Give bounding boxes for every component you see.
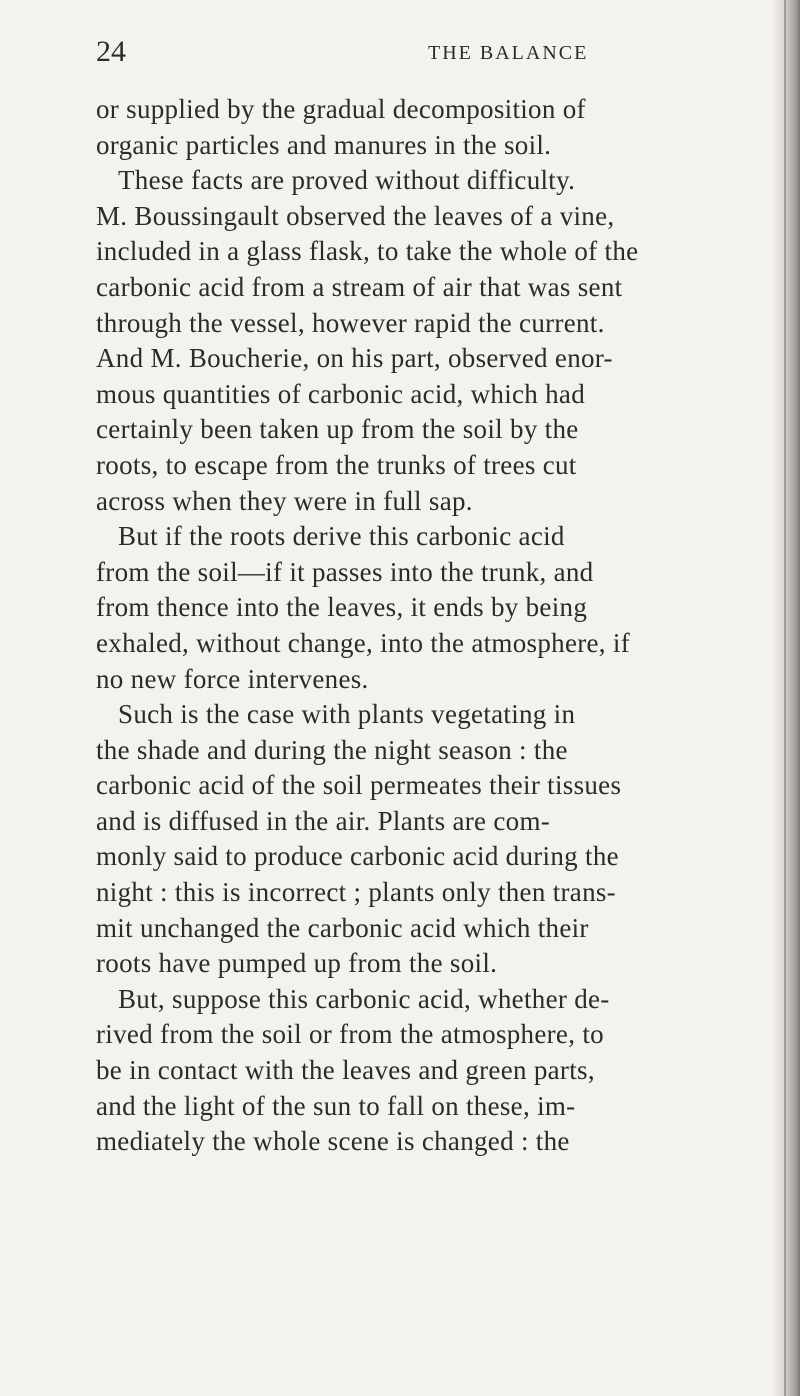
paragraph-start-line: But, suppose this carbonic acid, whether de- <box>118 983 610 1014</box>
text-line: from the soil—if it passes into the trunk, and <box>96 556 594 587</box>
text-line: included in a glass flask, to take the whole of the <box>96 236 639 267</box>
text-line: exhaled, without change, into the atmosphere, if <box>96 627 630 658</box>
paragraph-start-line: But if the roots derive this carbonic acid <box>118 521 565 552</box>
text-line: rived from the soil or from the atmosphere, to <box>96 1019 604 1050</box>
text-line: across when they were in full sap. <box>96 485 473 516</box>
page-number: 24 <box>96 35 126 68</box>
page-edge-shadow <box>772 0 800 1396</box>
text-line: roots have pumped up from the soil. <box>96 948 498 979</box>
text-line: M. Boussingault observed the leaves of a vine, <box>96 200 615 231</box>
running-head: THE BALANCE <box>428 42 589 64</box>
text-line: mous quantities of carbonic acid, which had <box>96 378 586 409</box>
text-line: And M. Boucherie, on his part, observed enor- <box>96 343 613 374</box>
text-line: mediately the whole scene is changed : the <box>96 1126 570 1157</box>
text-line: no new force intervenes. <box>96 663 369 694</box>
text-line: monly said to produce carbonic acid during the <box>96 841 619 872</box>
text-line: carbonic acid of the soil permeates their tissues <box>96 770 622 801</box>
text-line: through the vessel, however rapid the current. <box>96 307 605 338</box>
text-line: the shade and during the night season : the <box>96 734 568 765</box>
text-line: and is diffused in the air. Plants are com- <box>96 805 551 836</box>
page-edge-line <box>784 0 786 1396</box>
text-line: from thence into the leaves, it ends by being <box>96 592 588 623</box>
text-line: and the light of the sun to fall on these, im- <box>96 1090 576 1121</box>
body-text <box>96 92 796 1160</box>
paragraph-start-line: Such is the case with plants vegetating in <box>118 699 576 730</box>
text-line: be in contact with the leaves and green parts, <box>96 1055 595 1086</box>
text-line: night : this is incorrect ; plants only then trans- <box>96 877 616 908</box>
text-line: or supplied by the gradual decomposition of <box>96 94 586 124</box>
text-line: carbonic acid from a stream of air that was sent <box>96 271 623 302</box>
text-line: certainly been taken up from the soil by the <box>96 414 579 445</box>
page-header <box>96 36 756 76</box>
text-line: organic particles and manures in the soil. <box>96 129 552 160</box>
text-line: roots, to escape from the trunks of trees cut <box>96 449 577 480</box>
paragraph-start-line: These facts are proved without difficulty. <box>118 165 576 196</box>
text-line: mit unchanged the carbonic acid which their <box>96 912 589 943</box>
